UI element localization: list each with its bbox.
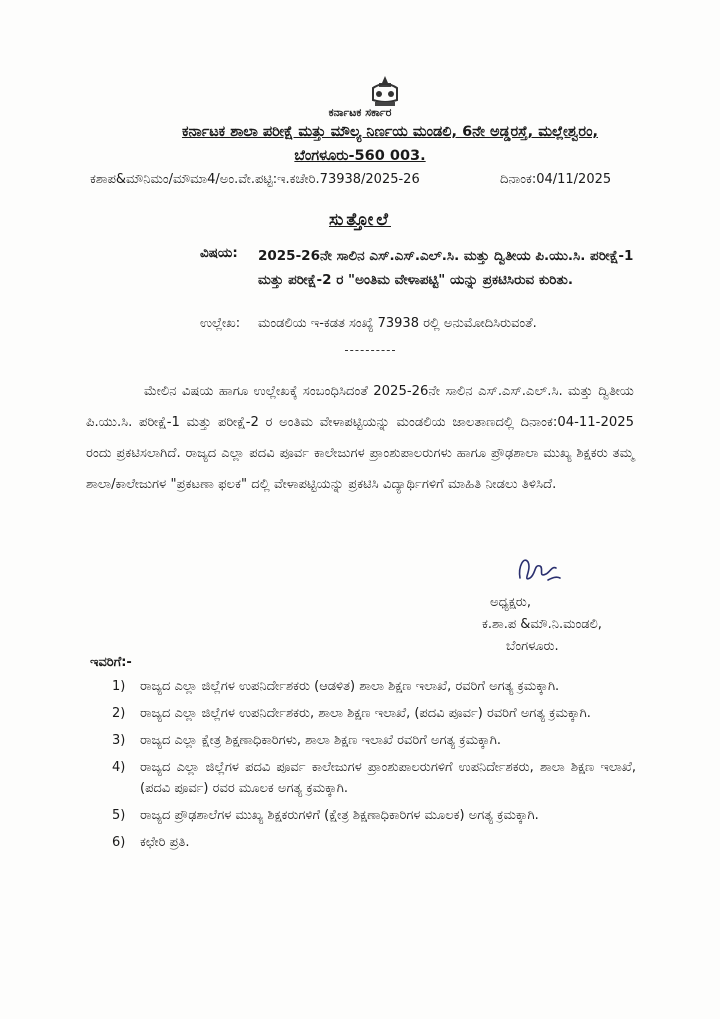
list-item-number: 2) xyxy=(112,706,126,721)
list-item-number: 4) xyxy=(112,760,126,775)
signatory-office: ಕ.ಶಾ.ಪ &ಮೌ.ನಿ.ಮಂಡಲಿ, xyxy=(482,617,602,632)
list-item-text: ರಾಜ್ಯದ ಎಲ್ಲಾ ಕ್ಷೇತ್ರ ಶಿಕ್ಷಣಾಧಿಕಾರಿಗಳು, ಶಾಲಾ ಶಿಕ್ಷಣ ಇಲಾಖೆ ರವರಿಗೆ ಅಗತ್ಯ ಕ್ರಮಕ್ಕಾಗಿ. xyxy=(140,733,501,748)
recipients-list xyxy=(112,676,636,859)
subject-label: ವಿಷಯ: xyxy=(200,245,238,261)
reference-text: ಮಂಡಲಿಯ ಇ-ಕಡತ ಸಂಖ್ಯೆ 73938 ರಲ್ಲಿ ಅನುಮೋದಿಸಿರುವಂತೆ. xyxy=(258,316,537,331)
body-paragraph: ಮೇಲಿನ ವಿಷಯ ಹಾಗೂ ಉಲ್ಲೇಖಕ್ಕೆ ಸಂಬಂಧಿಸಿದಂತೆ 2025-26ನೇ ಸಾಲಿನ ಎಸ್.ಎಸ್.ಎಲ್.ಸಿ. ಮತ್ತು ದ್ವಿತೀಯ ಪಿ.ಯು.ಸಿ. ಪರೀಕ್ಷೆ-1 ಮತ್ತು ಪರೀಕ್ಷೆ-2 ರ ಅಂತಿಮ ವೇಳಾಪಟ್ಟಿಯನ್ನು ಮಂಡಲಿಯ ಜಾಲತಾಣದಲ್ಲಿ ದಿನಾಂಕ:04-11-2025 ರಂದು ಪ್ರಕಟಿಸಲಾಗಿದೆ. ರಾಜ್ಯದ ಎಲ್ಲಾ ಪದವಿ ಪೂರ್ವ ಕಾಲೇಜುಗಳ ಪ್ರಾಂಶುಪಾಲರುಗಳು ಹಾಗೂ ಪ್ರೌಢಶಾಲಾ ಮುಖ್ಯ ಶಿಕ್ಷಕರು ತಮ್ಮ ಶಾಲಾ/ಕಾಲೇಜುಗಳ "ಪ್ರಕಟಣಾ ಫಲಕ" ದಲ್ಲಿ ವೇಳಾಪಟ್ಟಿಯನ್ನು ಪ್ರಕಟಿಸಿ ವಿದ್ಯಾರ್ಥಿಗಳಿಗೆ ಮಾಹಿತಿ ನೀಡಲು ತಿಳಿಸಿದೆ. xyxy=(86,384,634,492)
list-item-text: ರಾಜ್ಯದ ಎಲ್ಲಾ ಜಿಲ್ಲೆಗಳ ಉಪನಿರ್ದೇಶಕರು (ಆಡಳಿತ) ಶಾಲಾ ಶಿಕ್ಷಣ ಇಲಾಖೆ, ರವರಿಗೆ ಅಗತ್ಯ ಕ್ರಮಕ್ಕಾಗಿ. xyxy=(140,679,560,694)
board-name: ಕರ್ನಾಟಕ ಶಾಲಾ ಪರೀಕ್ಷೆ ಮತ್ತು ಮೌಲ್ಯ ನಿರ್ಣಯ ಮಂಡಲಿ, 6ನೇ ಅಡ್ಡರಸ್ತೆ, ಮಲ್ಲೇಶ್ವರಂ, xyxy=(181,124,598,140)
state-emblem-icon xyxy=(365,74,405,108)
circular-title: ಸುತ್ತೋಲೆ xyxy=(328,210,391,230)
signatory-block xyxy=(450,592,670,658)
list-item xyxy=(112,676,636,697)
government-label: ಕರ್ನಾಟಕ ಸರ್ಕಾರ xyxy=(328,106,392,119)
list-item-text: ರಾಜ್ಯದ ಪ್ರೌಢಶಾಲೆಗಳ ಮುಖ್ಯ ಶಿಕ್ಷಕರುಗಳಿಗೆ (ಕ್ಷೇತ್ರ ಶಿಕ್ಷಣಾಧಿಕಾರಿಗಳ ಮೂಲಕ) ಅಗತ್ಯ ಕ್ರಮಕ್ಕಾಗಿ. xyxy=(140,808,539,823)
list-item-text: ರಾಜ್ಯದ ಎಲ್ಲಾ ಜಿಲ್ಲೆಗಳ ಪದವಿ ಪೂರ್ವ ಕಾಲೇಜುಗಳ ಪ್ರಾಂಶುಪಾಲರುಗಳಿಗೆ ಉಪನಿರ್ದೇಶಕರು, ಶಾಲಾ ಶಿಕ್ಷಣ ಇಲಾಖೆ, (ಪದವಿ ಪೂರ್ವ) ರವರ ಮೂಲಕ ಅಗತ್ಯ ಕ್ರಮಕ್ಕಾಗಿ. xyxy=(140,760,636,796)
signature-icon xyxy=(508,548,568,594)
separator-line xyxy=(345,350,395,351)
list-item xyxy=(112,805,636,826)
list-item xyxy=(112,757,636,799)
signatory-place: ಬೆಂಗಳೂರು. xyxy=(506,639,559,654)
recipients-label: ಇವರಿಗೆ:- xyxy=(90,655,132,670)
list-item-number: 3) xyxy=(112,733,126,748)
signatory-designation: ಅಧ್ಯಕ್ಷರು, xyxy=(490,595,531,610)
reference-number: ಕಶಾಪ&ಮೌನಿಮಂ/ಮೌಮಾ4/ಅಂ.ವೇ.ಪಟ್ಟಿ:ಇ.ಕಚೇರಿ.73938/2025-26 xyxy=(90,172,420,187)
subject-text: 2025-26ನೇ ಸಾಲಿನ ಎಸ್.ಎಸ್.ಎಲ್.ಸಿ. ಮತ್ತು ದ್ವಿತೀಯ ಪಿ.ಯು.ಸಿ. ಪರೀಕ್ಷೆ-1 ಮತ್ತು ಪರೀಕ್ಷೆ-2 ರ "ಅಂತಿಮ ವೇಳಾಪಟ್ಟಿ" ಯನ್ನು ಪ್ರಕಟಿಸಿರುವ ಕುರಿತು. xyxy=(258,248,634,288)
list-item-text: ಕಛೇರಿ ಪ್ರತಿ. xyxy=(140,835,190,850)
list-item-number: 1) xyxy=(112,679,126,694)
board-city: ಬೆಂಗಳೂರು-560 003. xyxy=(294,148,426,164)
list-item xyxy=(112,730,636,751)
list-item-number: 5) xyxy=(112,808,126,823)
document-date: ದಿನಾಂಕ:04/11/2025 xyxy=(500,172,612,187)
list-item xyxy=(112,703,636,724)
list-item-number: 6) xyxy=(112,835,126,850)
list-item xyxy=(112,832,636,853)
list-item-text: ರಾಜ್ಯದ ಎಲ್ಲಾ ಜಿಲ್ಲೆಗಳ ಉಪನಿರ್ದೇಶಕರು, ಶಾಲಾ ಶಿಕ್ಷಣ ಇಲಾಖೆ, (ಪದವಿ ಪೂರ್ವ) ರವರಿಗೆ ಅಗತ್ಯ ಕ್ರಮಕ್ಕಾಗಿ. xyxy=(140,706,591,721)
reference-label: ಉಲ್ಲೇಖ: xyxy=(200,316,241,331)
